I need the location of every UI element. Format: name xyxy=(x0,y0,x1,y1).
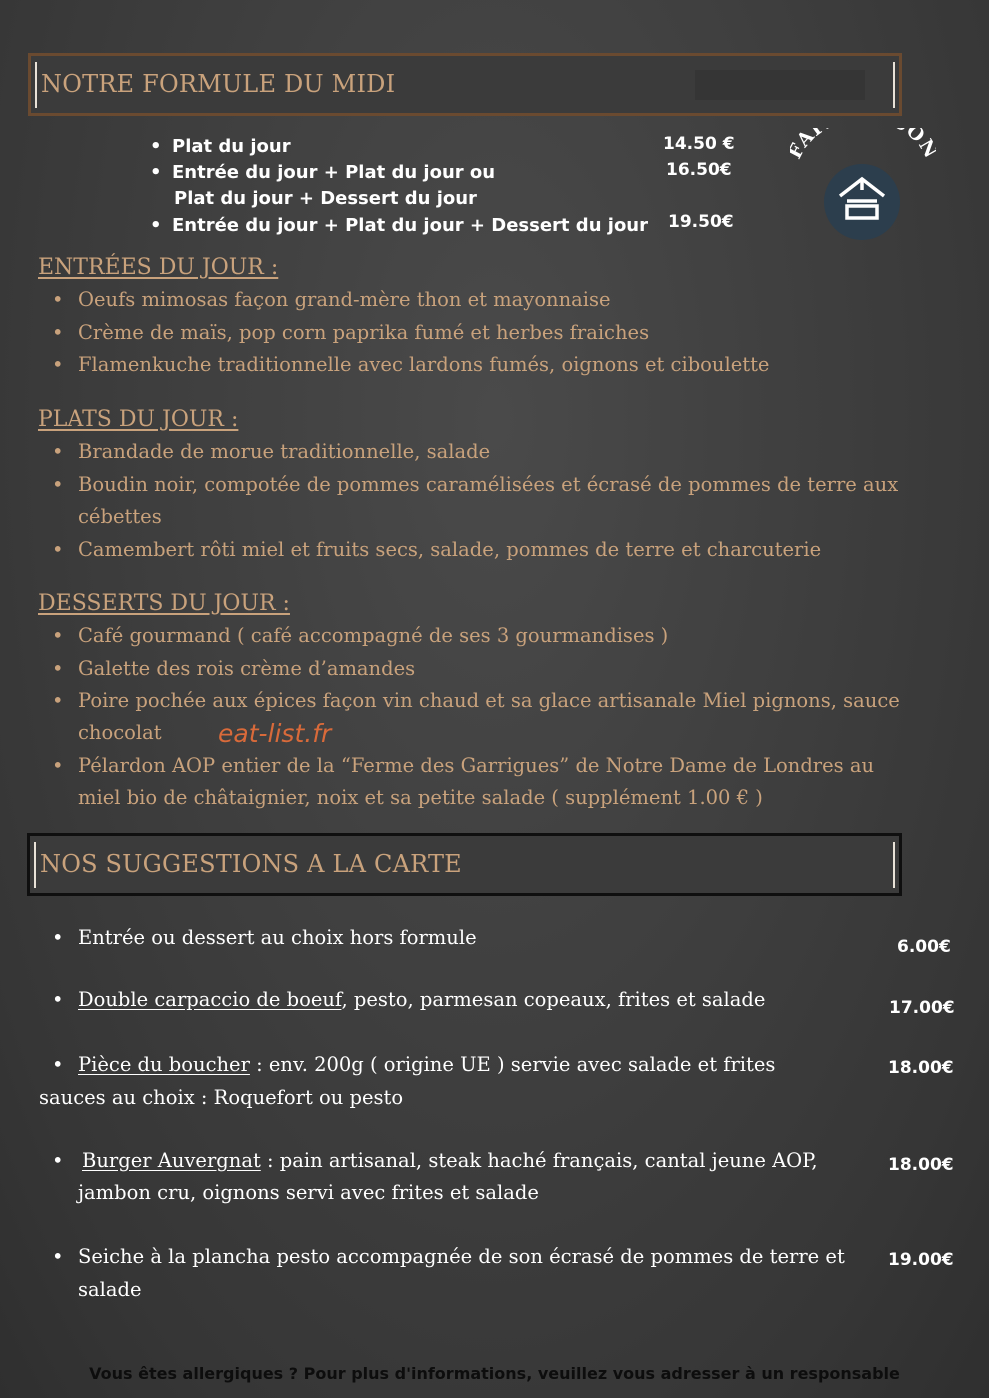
formule-item-label-line2: Plat du jour + Dessert du jour xyxy=(174,188,477,209)
plat-label: Camembert rôti miel et fruits secs, salade, pommes de terre et charcuterie xyxy=(78,538,822,561)
formule-title: NOTRE FORMULE DU MIDI xyxy=(41,70,396,98)
carte-price: 18.00€ xyxy=(888,1058,954,1078)
carte-item-name: Burger Auvergnat xyxy=(82,1149,261,1172)
dessert-label: Pélardon AOP entier de la “Ferme des Garrigues” de Notre Dame de Londres au xyxy=(78,754,875,777)
bullet-icon: • xyxy=(52,689,64,712)
dessert-label: Galette des rois crème d’amandes xyxy=(78,657,416,680)
banner-left-line xyxy=(35,62,37,108)
svg-text:FAIT MAISON xyxy=(790,128,936,163)
bullet-icon: • xyxy=(52,988,64,1011)
fait-maison-badge xyxy=(790,128,936,246)
plat-label-line2: cébettes xyxy=(78,505,162,528)
entree-label: Oeufs mimosas façon grand-mère thon et mayonnaise xyxy=(78,288,611,311)
bullet-icon: • xyxy=(52,1245,64,1268)
bullet-icon: • xyxy=(52,440,64,463)
banner-left-line xyxy=(34,842,36,888)
carte-title: NOS SUGGESTIONS A LA CARTE xyxy=(40,850,462,878)
allergy-footer: Vous êtes allergiques ? Pour plus d'informations, veuillez vous adresser à un responsable xyxy=(89,1364,900,1383)
carte-item-desc: , pesto, parmesan copeaux, frites et salade xyxy=(341,988,766,1011)
bullet-icon: • xyxy=(150,136,162,157)
formule-item-label: Entrée du jour + Plat du jour + Dessert du jour xyxy=(172,215,648,236)
carte-price: 17.00€ xyxy=(889,998,955,1018)
carte-price: 19.00€ xyxy=(888,1250,954,1270)
carte-item-continuation xyxy=(78,1274,142,1306)
bullet-icon: • xyxy=(52,353,64,376)
banner-shadow-box xyxy=(695,70,865,100)
plat-label: Boudin noir, compotée de pommes caramélisées et écrasé de pommes de terre aux xyxy=(78,473,899,496)
formule-price: 19.50€ xyxy=(668,212,734,232)
carte-item-name: Double carpaccio de boeuf xyxy=(78,988,342,1011)
bullet-icon: • xyxy=(52,321,64,344)
bullet-icon: • xyxy=(150,215,162,236)
carte-item-desc: : env. 200g ( origine UE ) servie avec salade et frites xyxy=(249,1053,776,1076)
bullet-icon: • xyxy=(52,473,64,496)
dessert-label-line2: miel bio de châtaignier, noix et sa petite salade ( supplément 1.00 € ) xyxy=(78,786,763,809)
bullet-icon: • xyxy=(150,162,162,183)
bullet-icon: • xyxy=(52,1053,64,1076)
formule-price: 16.50€ xyxy=(666,160,732,180)
dessert-label-line2: chocolat xyxy=(78,721,162,744)
carte-item-name: Pièce du boucher xyxy=(78,1053,250,1076)
carte-item-desc: : pain artisanal, steak haché français, cantal jeune AOP, xyxy=(260,1149,818,1172)
bullet-icon: • xyxy=(52,624,64,647)
formule-item-label: Entrée du jour + Plat du jour ou xyxy=(172,162,496,183)
formule-banner xyxy=(28,53,902,116)
bullet-icon: • xyxy=(52,538,64,561)
bullet-icon: • xyxy=(52,926,64,949)
dessert-label: Poire pochée aux épices façon vin chaud et sa glace artisanale Miel pignons, sauce xyxy=(78,689,900,712)
dessert-label: Café gourmand ( café accompagné de ses 3 gourmandises ) xyxy=(78,624,669,647)
carte-item-desc-line2: jambon cru, oignons servi avec frites et salade xyxy=(78,1181,539,1204)
entree-label: Flamenkuche traditionnelle avec lardons fumés, oignons et ciboulette xyxy=(78,353,770,376)
bullet-icon: • xyxy=(52,657,64,680)
carte-price: 18.00€ xyxy=(888,1155,954,1175)
plat-label: Brandade de morue traditionnelle, salade xyxy=(78,440,491,463)
carte-item-desc-line2: salade xyxy=(78,1278,142,1301)
banner-right-line xyxy=(893,842,895,888)
entrees-title: ENTRÉES DU JOUR : xyxy=(38,255,279,280)
carte-item-continuation xyxy=(39,1082,403,1114)
entree-label: Crème de maïs, pop corn paprika fumé et herbes fraiches xyxy=(78,321,650,344)
carte-item-desc-line2: sauces au choix : Roquefort ou pesto xyxy=(39,1086,404,1109)
formule-price: 14.50 € xyxy=(663,134,735,154)
carte-item-continuation xyxy=(78,1177,539,1209)
badge-text: AI O xyxy=(792,128,930,152)
carte-banner xyxy=(27,833,902,896)
plats-title: PLATS DU JOUR : xyxy=(38,407,239,432)
banner-right-line xyxy=(893,62,895,108)
bullet-icon: • xyxy=(52,1149,64,1172)
carte-price: 6.00€ xyxy=(897,937,951,957)
desserts-title: DESSERTS DU JOUR : xyxy=(38,591,290,616)
formule-item-label: Plat du jour xyxy=(172,136,291,157)
bullet-icon: • xyxy=(52,754,64,777)
bullet-icon: • xyxy=(52,288,64,311)
watermark: eat-list.fr xyxy=(218,719,332,748)
carte-item-desc: Entrée ou dessert au choix hors formule xyxy=(78,926,477,949)
carte-item-desc: Seiche à la plancha pesto accompagnée de son écrasé de pommes de terre et xyxy=(78,1245,845,1268)
